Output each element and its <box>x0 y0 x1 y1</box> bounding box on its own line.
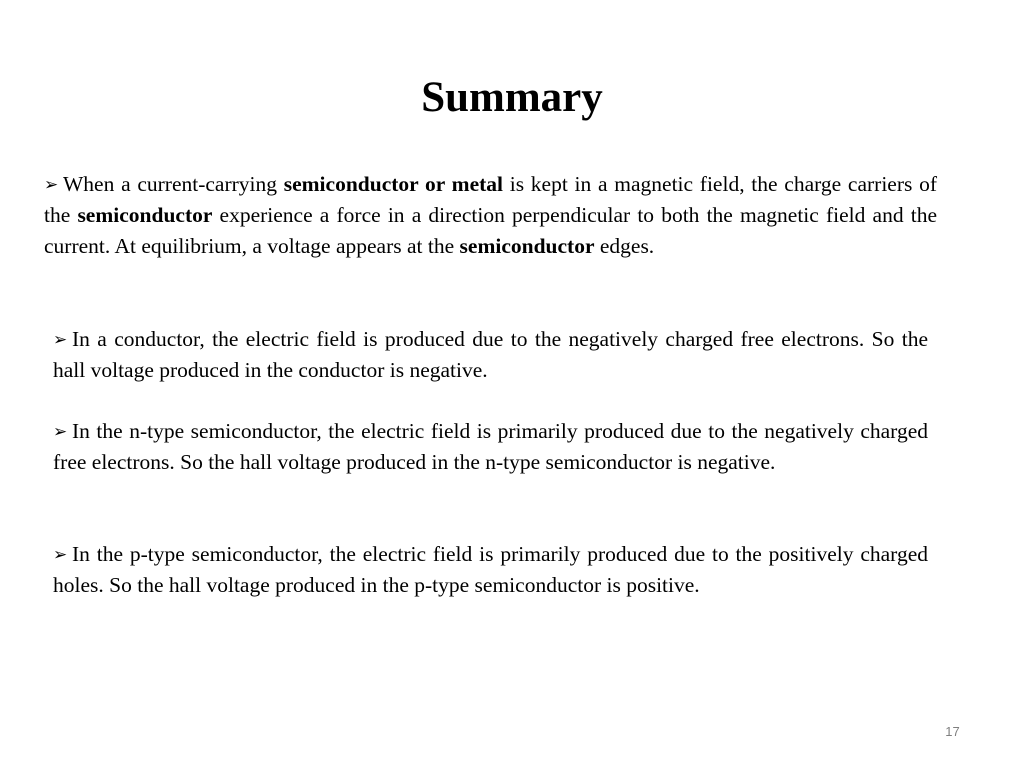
p3-text: In the n-type semiconductor, the electric field is primarily produced due to the negatively charged free electrons. So the hall voltage produced in the n-type semiconductor is negative. <box>53 419 928 474</box>
p1-bold-2: semiconductor <box>77 203 213 227</box>
arrow-bullet-icon: ➢ <box>44 175 59 194</box>
arrow-bullet-icon: ➢ <box>53 422 68 441</box>
p1-bold-3: semiconductor <box>459 234 595 258</box>
summary-paragraph-hall-effect <box>44 169 937 262</box>
p1-text-2: is kept in a magnetic field, the charge carriers of the <box>44 172 937 227</box>
arrow-bullet-icon: ➢ <box>53 330 68 349</box>
slide-title: Summary <box>421 74 603 121</box>
p1-bold-1: semiconductor or metal <box>283 172 503 196</box>
summary-paragraph-p-type <box>53 539 928 601</box>
p2-text: In a conductor, the electric field is produced due to the negatively charged free electrons. So the hall voltage produced in the conductor is negative. <box>53 327 928 382</box>
p1-text-4: edges. <box>594 234 655 258</box>
summary-paragraph-conductor <box>53 324 928 386</box>
page-number: 17 <box>945 724 960 739</box>
p1-text-3: experience a force in a direction perpendicular to both the magnetic field and the current. At equilibrium, a voltage appears at the <box>44 203 937 258</box>
arrow-bullet-icon: ➢ <box>53 545 68 564</box>
summary-paragraph-n-type <box>53 416 928 478</box>
p4-text: In the p-type semiconductor, the electric field is primarily produced due to the positively charged holes. So the hall voltage produced in the p-type semiconductor is positive. <box>53 542 928 597</box>
p1-text-1: When a current-carrying <box>63 172 284 196</box>
